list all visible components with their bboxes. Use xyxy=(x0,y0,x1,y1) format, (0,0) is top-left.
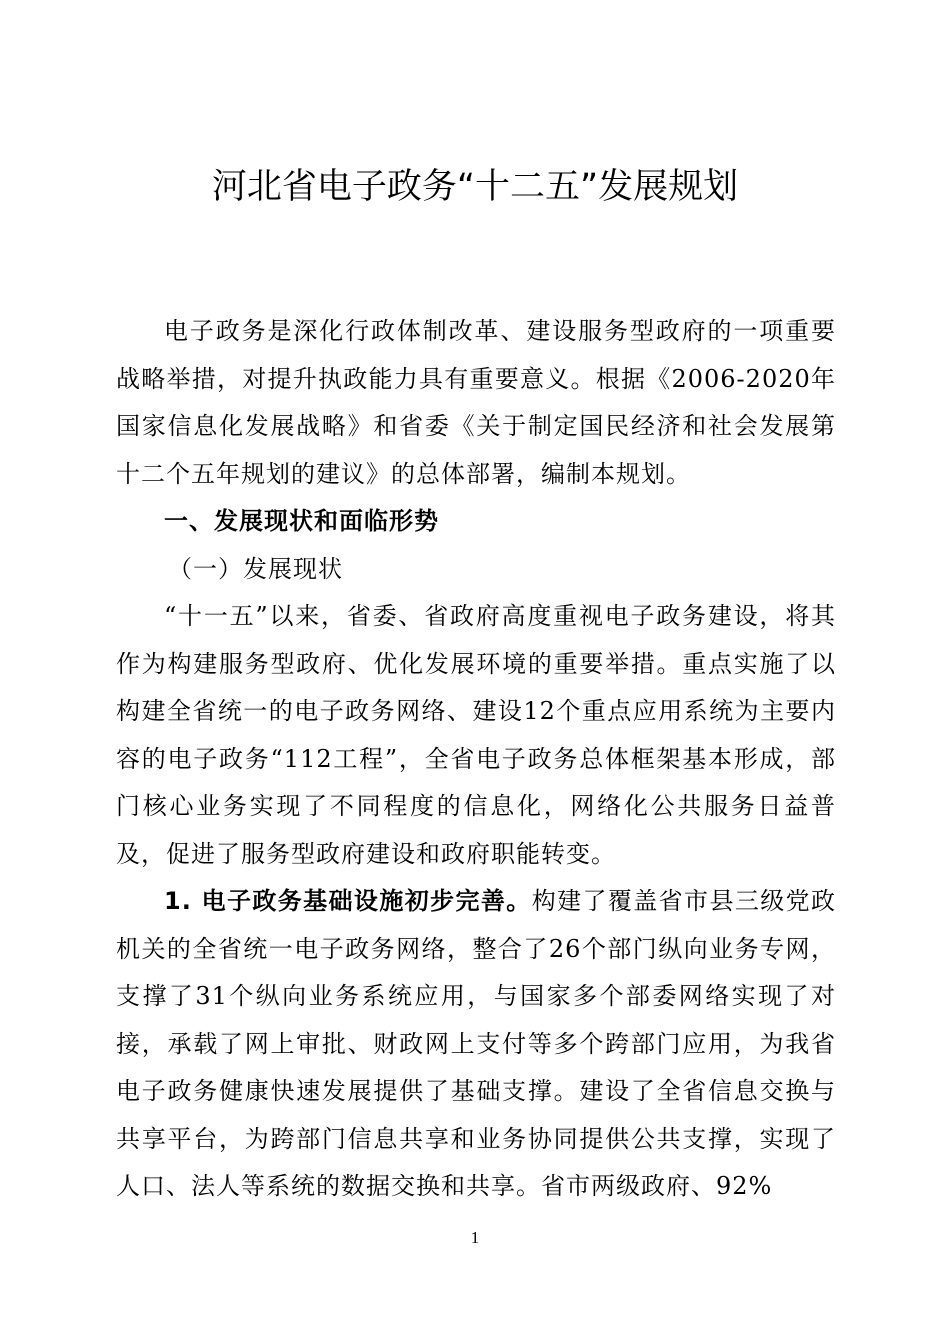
subsection-heading: （一）发展现状 xyxy=(168,554,343,583)
item-text: 构建了覆盖省市县三级党政机关的全省统一电子政务网络，整合了26个部门纵向业务专网，支撑了31个纵向业务系统应用，与国家多个部委网络实现了对接，承载了网上审批、财政网上支付等多个跨部门应用，为我省电子政务健康快速发展提供了基础支撑。建设了全省信息交换与共享平台，为跨部门信息共享和业务协同提供公共支撑，实现了人口、法人等系统的数据交换和共享。省市两级政府、92% xyxy=(116,887,837,1200)
status-paragraph: “十一五”以来，省委、省政府高度重视电子政务建设，将其作为构建服务型政府、优化发展环境的重要举措。重点实施了以构建全省统一的电子政务网络、建设12个重点应用系统为主要内容的电子政务“112工程”，全省电子政务总体框架基本形成，部门核心业务实现了不同程度的信息化，网络化公共服务日益普及，促进了服务型政府建设和政府职能转变。 xyxy=(116,602,836,868)
intro-paragraph: 电子政务是深化行政体制改革、建设服务型政府的一项重要战略举措，对提升执政能力具有重要意义。根据《2006-2020年国家信息化发展战略》和省委《关于制定国民经济和社会发展第十二个五年规划的建议》的总体部署，编制本规划。 xyxy=(116,317,836,488)
page-number: 1 xyxy=(470,1228,480,1247)
document-body xyxy=(116,308,836,1211)
item-lead: 1. 电子政务基础设施初步完善。 xyxy=(164,887,532,915)
item-paragraph xyxy=(116,878,836,1211)
section-heading: 一、发展现状和面临形势 xyxy=(164,507,439,535)
document-title: 河北省电子政务“十二五”发展规划 xyxy=(211,167,739,207)
